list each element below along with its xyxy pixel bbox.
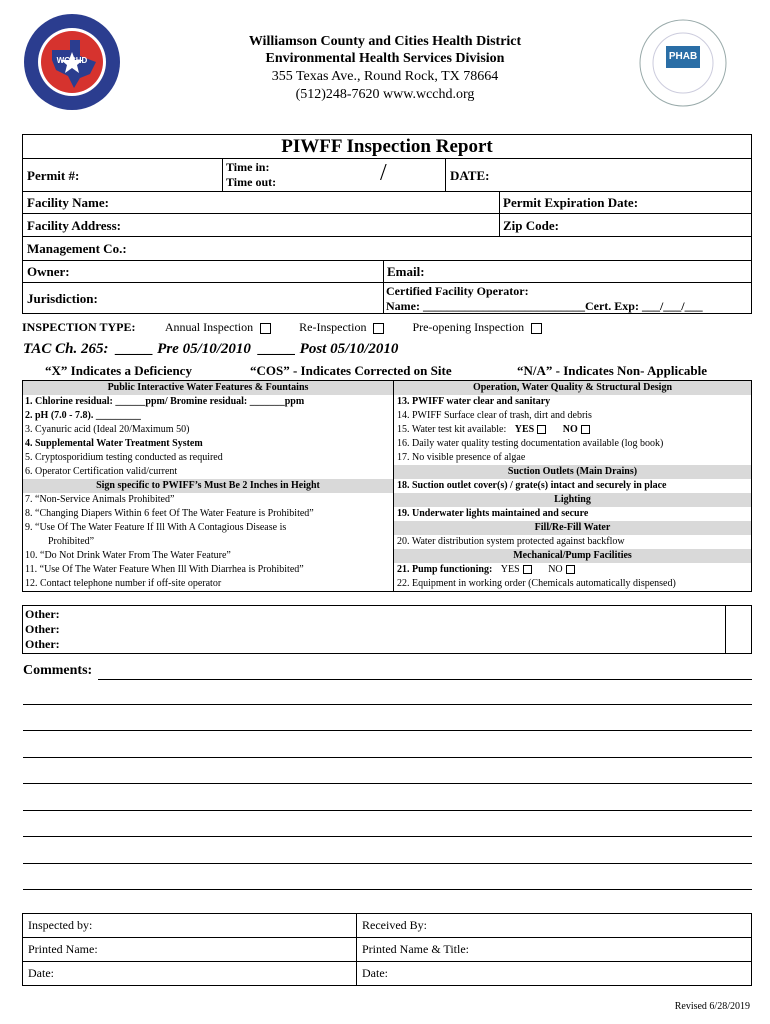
jurisdiction-label: Jurisdiction: bbox=[27, 291, 98, 306]
other-table bbox=[22, 605, 752, 654]
checklist-item-9a[interactable]: 9. “Use Of The Water Feature If Ill With A Contagious Disease is bbox=[25, 522, 287, 533]
phab-label: PHAB bbox=[668, 51, 698, 62]
revised-date: Revised 6/28/2019 bbox=[674, 1001, 750, 1012]
time-in-label: Time in: bbox=[226, 160, 270, 174]
checklist-item-18[interactable]: 18. Suction outlet cover(s) / grate(s) intact and securely in place bbox=[397, 480, 667, 491]
zip-label: Zip Code: bbox=[503, 218, 559, 233]
time-out-label: Time out: bbox=[226, 175, 277, 189]
checklist-item-6[interactable]: 6. Operator Certification valid/current bbox=[25, 466, 178, 477]
management-cell[interactable] bbox=[22, 236, 752, 261]
right-section-header-4: Fill/Re-Fill Water bbox=[394, 521, 751, 535]
annual-inspection-checkbox[interactable] bbox=[260, 323, 271, 334]
date-right-cell[interactable] bbox=[356, 961, 752, 986]
checklist-item-11[interactable]: 11. “Use Of The Water Feature When Ill With Diarrhea is Prohibited” bbox=[25, 564, 304, 575]
checklist-item-12[interactable]: 12. Contact telephone number if off-site operator bbox=[25, 578, 222, 589]
reinspection-label: Re-Inspection bbox=[299, 320, 367, 334]
owner-label: Owner: bbox=[27, 264, 70, 279]
item-21-no-checkbox[interactable] bbox=[566, 565, 575, 574]
preopening-label: Pre-opening Inspection bbox=[412, 320, 525, 334]
form-title: PIWFF Inspection Report bbox=[281, 136, 493, 157]
checklist-item-14[interactable]: 14. PWIFF Surface clear of trash, dirt and debris bbox=[397, 410, 592, 421]
checklist-item-10[interactable]: 10. “Do Not Drink Water From The Water Feature” bbox=[25, 550, 231, 561]
checklist-item-16[interactable]: 16. Daily water quality testing documentation available (log book) bbox=[397, 438, 664, 449]
division-name: Environmental Health Services Division bbox=[265, 51, 505, 66]
item-15-yes-label: YES bbox=[514, 424, 535, 435]
checklist-item-7[interactable]: 7. “Non-Service Animals Prohibited” bbox=[25, 494, 175, 505]
inspection-type-label: INSPECTION TYPE: bbox=[22, 320, 136, 334]
checklist-item-13[interactable]: 13. PWIFF water clear and sanitary bbox=[397, 396, 551, 407]
date-cell[interactable] bbox=[445, 158, 752, 192]
other-label-1[interactable]: Other: bbox=[25, 607, 60, 621]
comments-line-0[interactable] bbox=[98, 679, 752, 680]
legend-na: “N/A” - Indicates Non- Applicable bbox=[517, 363, 707, 378]
item-21-yes-label: YES bbox=[500, 564, 520, 575]
printed-name-title-label: Printed Name & Title: bbox=[362, 942, 470, 956]
right-section-header-5: Mechanical/Pump Facilities bbox=[394, 549, 751, 563]
checklist-item-15[interactable] bbox=[397, 423, 590, 437]
time-slash: / bbox=[380, 160, 387, 186]
tac-line: TAC Ch. 265: _____ Pre 05/10/2010 _____ Post 05/10/2010 bbox=[23, 341, 399, 357]
legend-deficiency: “X” Indicates a Deficiency bbox=[45, 363, 192, 378]
management-label: Management Co.: bbox=[27, 241, 127, 256]
date-right-label: Date: bbox=[362, 966, 388, 980]
comments-label: Comments: bbox=[23, 663, 93, 678]
facility-name-label: Facility Name: bbox=[27, 195, 109, 210]
comments-line-6[interactable] bbox=[23, 836, 752, 837]
received-by-label: Received By: bbox=[362, 918, 427, 932]
owner-cell[interactable] bbox=[22, 260, 384, 283]
wcchd-seal bbox=[22, 12, 122, 112]
checklist-item-1[interactable]: 1. Chlorine residual: ______ppm/ Bromine residual: _______ppm bbox=[25, 396, 305, 407]
checklist-item-5[interactable]: 5. Cryptosporidium testing conducted as required bbox=[25, 452, 223, 463]
date-label: DATE: bbox=[450, 168, 490, 183]
checklist-item-8[interactable]: 8. “Changing Diapers Within 6 feet Of The Water Feature is Prohibited” bbox=[25, 508, 314, 519]
other-col-divider bbox=[725, 605, 726, 654]
inspection-type-row bbox=[22, 320, 752, 335]
reinspection-checkbox[interactable] bbox=[373, 323, 384, 334]
right-section-header-3: Lighting bbox=[394, 493, 751, 507]
other-label-3[interactable]: Other: bbox=[25, 637, 60, 651]
comments-line-8[interactable] bbox=[23, 889, 752, 890]
inspected-by-label: Inspected by: bbox=[28, 918, 93, 932]
checklist-item-9b: Prohibited” bbox=[48, 536, 95, 547]
checklist-item-22[interactable]: 22. Equipment in working order (Chemicals automatically dispensed) bbox=[397, 578, 676, 589]
email-cell[interactable] bbox=[383, 260, 752, 283]
checklist-item-4[interactable]: 4. Supplemental Water Treatment System bbox=[25, 438, 203, 449]
checklist-item-2[interactable]: 2. pH (7.0 - 7.8). _________ bbox=[25, 410, 141, 421]
annual-inspection-label: Annual Inspection bbox=[164, 320, 254, 334]
permit-exp-label: Permit Expiration Date: bbox=[503, 195, 639, 210]
date-left-label: Date: bbox=[28, 966, 54, 980]
right-section-header-1: Operation, Water Quality & Structural Design bbox=[394, 381, 751, 395]
seal-label: WCCHD bbox=[56, 56, 88, 65]
comments-line-2[interactable] bbox=[23, 730, 752, 731]
cfo-label: Certified Facility Operator: bbox=[386, 284, 529, 298]
comments-line-7[interactable] bbox=[23, 863, 752, 864]
item-21-yes-checkbox[interactable] bbox=[523, 565, 532, 574]
date-left-cell[interactable] bbox=[22, 961, 357, 986]
checklist-item-19[interactable]: 19. Underwater lights maintained and secure bbox=[397, 508, 589, 519]
other-label-2[interactable]: Other: bbox=[25, 622, 60, 636]
org-name: Williamson County and Cities Health District bbox=[248, 34, 522, 49]
item-15-yes-checkbox[interactable] bbox=[537, 425, 546, 434]
preopening-checkbox[interactable] bbox=[531, 323, 542, 334]
comments-line-5[interactable] bbox=[23, 810, 752, 811]
checklist-item-17[interactable]: 17. No visible presence of algae bbox=[397, 452, 526, 463]
item-21-no-label: NO bbox=[548, 564, 563, 575]
cfo-name-line: Name: ___________________________Cert. Exp: ___/___/___ bbox=[386, 299, 703, 313]
org-contact: (512)248-7620 www.wcchd.org bbox=[295, 87, 475, 102]
left-section-header-2: Sign specific to PWIFF’s Must Be 2 Inches in Height bbox=[23, 479, 393, 493]
legend-cos: “COS” - Indicates Corrected on Site bbox=[250, 363, 452, 378]
checklist-item-21[interactable] bbox=[397, 563, 575, 577]
comments-line-4[interactable] bbox=[23, 783, 752, 784]
item-15-label: 15. Water test kit available: bbox=[397, 424, 507, 435]
facility-address-label: Facility Address: bbox=[27, 218, 122, 233]
checklist-item-3[interactable]: 3. Cyanuric acid (Ideal 20/Maximum 50) bbox=[25, 424, 190, 435]
phab-logo bbox=[638, 18, 728, 108]
comments-line-1[interactable] bbox=[23, 704, 752, 705]
email-label: Email: bbox=[387, 264, 425, 279]
printed-name-label: Printed Name: bbox=[28, 942, 98, 956]
item-15-no-checkbox[interactable] bbox=[581, 425, 590, 434]
right-section-header-2: Suction Outlets (Main Drains) bbox=[394, 465, 751, 479]
permit-label: Permit #: bbox=[27, 168, 80, 183]
left-section-header-1: Public Interactive Water Features & Fountains bbox=[23, 381, 393, 395]
org-address: 355 Texas Ave., Round Rock, TX 78664 bbox=[271, 69, 499, 84]
comments-line-3[interactable] bbox=[23, 757, 752, 758]
item-15-no-label: NO bbox=[562, 424, 578, 435]
checklist-item-20[interactable]: 20. Water distribution system protected against backflow bbox=[397, 536, 625, 547]
item-21-label: 21. Pump functioning: bbox=[397, 564, 493, 575]
